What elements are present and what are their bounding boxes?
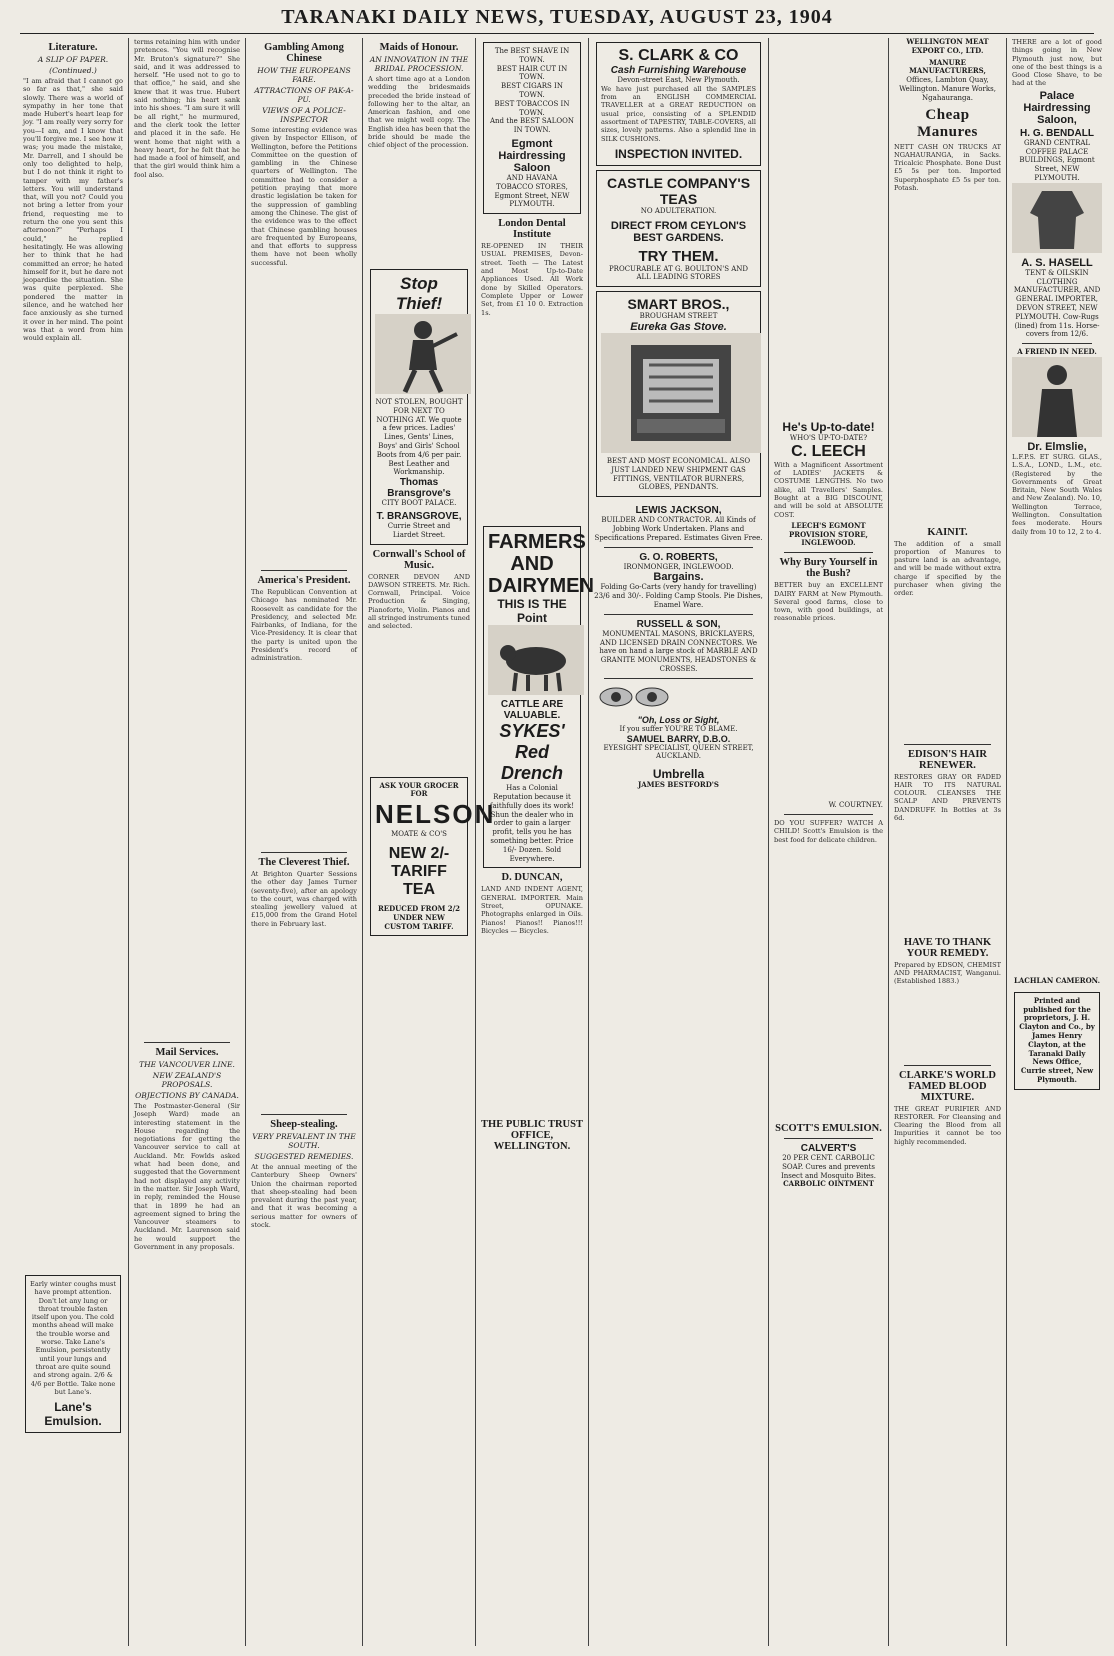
ad-body: Folding Go-Carts (very handy for travelling) 23/6 and 30/-. Folding Camp Stools. Pie Dishes, Enamel Ware. — [594, 583, 763, 610]
article-body: The addition of a small proportion of Manures to pasture land is an advantage, and will be made without extra charge if specified by the purchaser when giving the order. — [894, 539, 1001, 598]
ad-heading: ASK YOUR GROCER FOR — [379, 780, 459, 799]
masthead: TARANAKI DAILY NEWS, TUESDAY, AUGUST 23, 1904 — [281, 6, 833, 28]
column-literature — [20, 38, 126, 1646]
section-heading: The Cleverest Thief. — [258, 857, 350, 868]
ad-signature: H. G. BENDALL — [1020, 127, 1094, 139]
divider — [604, 547, 753, 548]
masthead-rule — [20, 33, 1094, 34]
article-body: At Brighton Quarter Sessions the other day James Turner (seventy-five), after an apology to the court, was charged with stealing jewellery valued at £15,000 from the Grand Hotel there in February last. — [251, 870, 357, 928]
article-body: THE GREAT PURIFIER AND RESTORER. For Cleansing and Clearing the Blood from all Impurities it cannot be too highly recommended. — [894, 1104, 1001, 1146]
section-heading: Cheap Manures — [917, 106, 978, 140]
article-subtitle: A SLIP OF PAPER. — [37, 55, 109, 64]
section-heading: London Dental Institute — [498, 218, 566, 241]
twin-ad-row — [594, 501, 763, 790]
column-5 — [478, 38, 594, 1646]
ad-title: He's Up-to-date! — [782, 420, 875, 434]
ad-name: C. LEECH — [791, 442, 866, 460]
clark-furnishing-ad — [596, 42, 761, 166]
ad-footer: INSPECTION INVITED. — [614, 146, 743, 161]
ad-title: Palace Hairdressing Saloon, — [1023, 89, 1091, 126]
ad-body: Early winter coughs must have prompt attention. Don't let any lung or throat trouble fasten itself upon you. The cold months ahead will make the trouble worse and worse. Take Lane's Emulsion, persistently until your lungs and throat are quite sound and strong again. 2/6 & 4/6 per Bottle. Take none but Lane's. — [30, 1280, 117, 1396]
article-body: RE-OPENED IN THEIR USUAL PREMISES, Devon-street. Teeth — The Latest and Most Up-to-Date Appliances Used. All Work done by Skilled Operators. Complete Upper or Lower Set, from £1 10 0. Extraction 1s. — [481, 242, 583, 317]
ad-name: Dr. Elmslie, — [1027, 440, 1087, 453]
section-heading: KAINIT. — [927, 526, 968, 538]
ad-subtitle: IRONMONGER, INGLEWOOD. — [623, 562, 734, 571]
coat-illustration — [1012, 183, 1102, 253]
ad-title: Umbrella — [652, 767, 705, 782]
column-8 — [891, 38, 1004, 1646]
article-body: A short time ago at a London wedding the bridesmaids preceded the bride instead of following her to the altar, an American fashion, and one that we might well copy. The English idea has been that the bride should be made the chief object of the procession. — [368, 75, 470, 150]
article-body: NETT CASH ON TRUCKS AT NGAHAURANGA, in Sacks. Tricalcic Phosphate. Bone Dust £5 5s per ton. Imported Superphosphate £5 5s per ton. Potash. — [894, 142, 1001, 193]
column-3 — [248, 38, 360, 1646]
article-body: The Republican Convention at Chicago has nominated Mr. Roosevelt as candidate for the Presidency, and selected Mr. Fairbanks, of Indiana, for the Vice-Presidency. It is clear that the party is united upon the President's record of administration. — [251, 588, 357, 663]
article-body: RESTORES GRAY OR FADED HAIR TO ITS NATURAL COLOUR. CLEANSES THE SCALP AND PREVENTS DANDRUFF. In Bottles at 3s 6d. — [894, 772, 1001, 823]
article-body: The Postmaster-General (Sir Joseph Ward) made an interesting statement in the House regarding the negotiations for getting the Vancouver service to call at Auckland. Mr. Fowlds asked what had been done, and suggested that the Government had not displayed any activity in the matter. Sir Joseph Ward, in reply, reminded the House that in 1899 he had an agreement signed to bring the Vancouver steamers to Auckland. Mr. Laurenson said he would support the Government in any proposals. — [134, 1102, 241, 1252]
ad-body: Has a Colonial Reputation because it faithfully does its work! Shun the dealer who in order to gain a larger profit, tells you he has something better. Price 16/- Dozen. Sold Everywhere. — [489, 784, 575, 863]
gas-stove-illustration — [601, 333, 761, 453]
ad-subtitle: MANURE MANUFACTURERS, — [909, 57, 986, 76]
section-heading: America's President. — [257, 575, 351, 586]
thief-illustration — [375, 314, 471, 394]
ad-signature: T. BRANSGROVE, — [376, 510, 462, 522]
ad-body: MONUMENTAL MASONS, BRICKLAYERS, AND LICENSED DRAIN CONNECTORS. We have on hand a large stock of MARBLE AND GRANITE MONUMENTS, HEADSTONES & CROSSES. — [599, 629, 758, 674]
ad-body: BUILDER AND CONTRACTOR. All Kinds of Jobbing Work Undertaken. Plans and Specifications Prepared. Estimates Given Free. — [594, 516, 763, 542]
section-heading: CLARKE'S WORLD FAMED BLOOD MIXTURE. — [899, 1069, 996, 1103]
divider — [1022, 343, 1092, 344]
column-4 — [365, 38, 496, 1646]
ad-address: GRAND CENTRAL COFFEE PALACE BUILDINGS, Egmont Street, NEW PLYMOUTH. — [1019, 138, 1095, 182]
section-heading: Maids of Honour. — [379, 42, 459, 53]
ad-subtitle: NO ADULTERATION. — [640, 206, 717, 215]
ad-title: FARMERS AND DAIRYMEN — [488, 531, 594, 598]
ad-footer: LEECH'S EGMONT PROVISION STORE, INGLEWOOD. — [789, 520, 868, 548]
ad-caption: CATTLE ARE VALUABLE. — [500, 699, 564, 722]
ad-body: If you suffer YOU'RE TO BLAME. — [619, 724, 738, 733]
article-body: DO YOU SUFFER? WATCH A CHILD! Scott's Emulsion is the best food for delicate children. — [774, 819, 883, 844]
article-subtitle: SUGGESTED REMEDIES. — [254, 1152, 354, 1161]
ad-title: NELSON — [375, 799, 496, 830]
ad-title: "Oh, Loss or Sight, — [637, 714, 720, 725]
article-subtitle: ATTRACTIONS OF PAK-A-PU. — [254, 86, 354, 104]
ad-title: Lane's Emulsion. — [44, 1400, 102, 1429]
ad-body: THERE are a lot of good things going in New Plymouth just now, but one of the best things is a Good Close Shave, to be had at the — [1012, 38, 1102, 88]
egmont-saloon-ad — [483, 42, 581, 214]
ad-address: AND HAVANA TOBACCO STORES, Egmont Street, NEW PLYMOUTH. — [494, 173, 570, 209]
section-heading: Literature. — [48, 42, 98, 53]
section-heading: EDISON'S HAIR RENEWER. — [907, 748, 988, 771]
ad-line: The BEST SHAVE IN TOWN. — [494, 47, 570, 64]
divider — [261, 1114, 347, 1115]
article-body: BETTER buy an EXCELLENT DAIRY FARM at New Plymouth. Several good farms, close to town, with good buildings, at reasonable prices. — [774, 581, 883, 623]
ad-title: Egmont Hairdressing Saloon — [498, 137, 566, 174]
ad-address: Currie Street and Liardet Street. — [387, 521, 451, 539]
ad-footer: PROCURABLE AT G. BOULTON'S AND ALL LEADING STORES — [608, 264, 749, 282]
ad-subtitle: MOATE & CO'S — [391, 830, 447, 839]
ad-line: BEST CIGARS IN TOWN. — [501, 82, 563, 99]
ad-signature: LACHLAN CAMERON. — [1013, 975, 1101, 985]
article-continued: (Continued.) — [49, 66, 97, 75]
column-divider — [1006, 38, 1007, 1646]
ad-title: Stop Thief! — [395, 274, 443, 313]
column-divider — [362, 38, 363, 1646]
nelson-tea-ad — [370, 777, 496, 937]
divider — [784, 552, 873, 553]
article-subtitle: VERY PREVALENT IN THE SOUTH. — [252, 1132, 356, 1150]
column-divider — [475, 38, 476, 1646]
divider — [261, 570, 347, 571]
ad-title: LEWIS JACKSON, — [635, 505, 722, 517]
lanes-emulsion-ad — [25, 1275, 121, 1433]
divider — [784, 1138, 873, 1139]
article-subtitle: HOW THE EUROPEANS FARE. — [257, 66, 351, 84]
ad-title: S. CLARK & CO — [618, 47, 739, 64]
ad-title: CALVERT'S — [800, 1143, 857, 1155]
ad-line: And the BEST SALOON IN TOWN. — [489, 117, 574, 135]
ad-body: NOT STOLEN, BOUGHT FOR NEXT TO NOTHING AT. We quote a few prices. Ladies' Lines, Gents' Lines, Boys' and Girls' School Boots from 4/6 per pair. Best Leather and Workmanship. — [375, 398, 463, 477]
article-body: At the annual meeting of the Canterbury Sheep Owners' Union the chairman reported that sheep-stealing had been prevalent during the past year, and that it was becoming a serious matter for owners of stock. — [251, 1163, 357, 1230]
column-9 — [1009, 38, 1105, 1646]
divider — [261, 852, 347, 853]
ad-body: 20 PER CENT. CARBOLIC SOAP. Cures and prevents Insect and Mosquito Bites. — [781, 1154, 876, 1180]
article-body: CORNER DEVON AND DAWSON STREETS. Mr. Rich. Cornwall, Principal. Voice Production & Singing, Pianoforte, Violin. Pianos and all stringed instruments tuned and selected. — [368, 572, 470, 631]
ad-heading: A FRIEND IN NEED. — [1017, 347, 1097, 357]
column-7 — [771, 420, 886, 1646]
ad-address: EYESIGHT SPECIALIST, QUEEN STREET, AUCKLAND. — [603, 743, 754, 761]
section-heading: D. DUNCAN, — [501, 872, 563, 884]
divider — [604, 614, 753, 615]
ad-subtitle: Eureka Gas Stove. — [630, 321, 727, 334]
ad-body: We have just purchased all the SAMPLES from an ENGLISH COMMERCIAL TRAVELLER at a GREAT REDUCTION on usual price, consisting of a SPLENDID assortment of TAPESTRY, TABLE-COVERS, all sizes, lovely patterns. Also a splendid line in SILK CUSHIONS. — [601, 84, 756, 143]
ad-line: BEST TOBACCOS IN TOWN. — [494, 99, 570, 117]
ad-heading: Bargains. — [653, 571, 704, 584]
section-heading: SCOTT'S EMULSION. — [775, 1123, 882, 1135]
column-divider — [588, 38, 589, 1646]
ad-line: BEST HAIR CUT IN TOWN. — [496, 64, 568, 82]
section-heading: Sheep-stealing. — [270, 1119, 338, 1130]
article-body: terms retaining him with under pretences. "You will recognise Mr. Bruton's signature?" She said, and it was addressed to herself. "He used not to go to that office," he said, and she knew that it was true. Hubert said nothing; his heart sank into his shoes. "I am sure it will be all right," he murmured, and the clerk took the letter and placed it in the safe. He went home that night with a heavy heart, for he felt that he had made a fool of himself, and that the girl would think him a fool also. — [134, 38, 240, 179]
column-2 — [131, 38, 243, 1646]
column-divider — [128, 38, 129, 1646]
ad-body: TENT & OILSKIN CLOTHING MANUFACTURER, AND GENERAL IMPORTER, DEVON STREET, NEW PLYMOUTH. Cow-Rugs (lined) from 11s. Horse-covers from 12/6. — [1013, 268, 1101, 339]
article-subtitle: NEW ZEALAND'S PROPOSALS. — [152, 1071, 222, 1089]
ad-address: BROUGHAM STREET — [639, 312, 718, 321]
article-subtitle: OBJECTIONS BY CANADA. — [135, 1091, 239, 1100]
ad-title: Thomas Bransgrove's — [387, 477, 451, 500]
column-divider — [888, 38, 889, 1646]
divider — [144, 1042, 230, 1043]
left-ads — [594, 501, 763, 790]
ad-title: RUSSELL & SON, — [636, 618, 721, 630]
article-body: Some interesting evidence was given by Inspector Ellison, of Wellington, before the Petitions Committee on the question of gambling in the Chinese quarters of Wellington. The committee had to consider a petition praying that more drastic legislation be taken for the suppression of gambling among the Chinese. The gist of the evidence was to the effect that Chinese gambling houses are frequented by Europeans, and that efforts to suppress them have not been wholly successful. — [251, 126, 357, 267]
section-heading: THE PUBLIC TRUST OFFICE, WELLINGTON. — [481, 1119, 583, 1153]
article-body: Prepared by EDSON, CHEMIST AND PHARMACIST, Wanganui. (Established 1883.) — [894, 960, 1001, 986]
article-subtitle: VIEWS OF A POLICE-INSPECTOR — [262, 106, 346, 124]
section-heading: Mail Services. — [155, 1047, 219, 1058]
ad-signature: W. COURTNEY. — [828, 801, 883, 810]
ad-brand: SYKES' Red Drench — [499, 721, 565, 784]
ad-title: SMART BROS., — [627, 296, 730, 313]
ad-tariff: NEW 2/- TARIFF TEA — [388, 844, 450, 898]
article-body: "I am afraid that I cannot go so far as that," she said slowly. There was a world of sympathy in her tone that made Hubert's heart leap for joy. "I am really very sorry for you—I am, and I know that you'll forgive me. I see how it was; you made the mistake, Mr. Darrell, and I should be only too delighted to help, but I do not think it right to tamper with my father's letters. You will understand that, will you not? Could you not bring a letter from your friend, requesting me to return the one you sent this afternoon?" "Perhaps I could," he replied hesitatingly. He was allowing her to think that he had committed an error; he hated himself for it, but he dare not jeopardise the situation. She was quite perplexed. She pondered the matter in silence, and he watched her face anxiously as she turned it over in her mind. The point was that a word from him would explain all. — [23, 77, 123, 343]
imprint: Printed and published for the proprietors, J. H. Clayton and Co., by James Henry Clayton, at the Taranaki Daily News Office, Currie street, New Plymouth. — [1019, 995, 1095, 1084]
ad-title: A. S. HASELL — [1021, 256, 1093, 269]
ad-try: TRY THEM. — [638, 247, 719, 265]
section-heading: HAVE TO THANK YOUR REMEDY. — [903, 936, 992, 959]
column-divider — [768, 38, 769, 1646]
ad-footer: REDUCED FROM 2/2 UNDER NEW CUSTOM TARIFF. — [377, 903, 461, 931]
ad-subtitle: CARBOLIC OINTMENT — [783, 1179, 874, 1189]
figure-illustration — [1012, 357, 1102, 437]
ad-title: WELLINGTON MEAT EXPORT CO., LTD. — [906, 37, 989, 55]
ad-address: Offices, Lambton Quay, Wellington. Manure Works, Ngahauranga. — [899, 76, 996, 102]
article-subtitle: AN INNOVATION IN THE BRIDAL PROCESSION. — [369, 55, 469, 73]
ad-body: With a Magnificent Assortment of LADIES' JACKETS & COSTUME LENGTHS. No two alike, all Travellers' Samples. Bought at a BIG DISCOUNT, and will be sold at ABSOLUTE COST. — [774, 460, 883, 519]
column-divider — [245, 38, 246, 1646]
smart-bros-ad — [596, 291, 761, 497]
article-body: L.F.P.S. ET SURG. GLAS., L.S.A., LOND., L.M., etc. (Registered by the Governments of Great Britain, New South Wales and New Zealand). No. 10, Wellington Terrace, Wellington. Consultation fees moderate. Hours daily from 10 to 12, 2 to 4. — [1012, 452, 1102, 536]
article-subtitle: THE VANCOUVER LINE. — [139, 1060, 235, 1069]
ad-subtitle: CITY BOOT PALACE. — [381, 499, 457, 508]
ad-title: CASTLE COMPANY'S TEAS — [606, 174, 751, 207]
divider — [784, 814, 873, 815]
section-heading: Cornwall's School of Music. — [372, 548, 466, 571]
cattle-illustration — [488, 625, 584, 695]
eyes-illustration — [594, 683, 674, 711]
ad-title: G. O. ROBERTS, — [639, 551, 718, 563]
castle-tea-ad — [596, 170, 761, 287]
ad-signature: JAMES BESTFORD'S — [638, 780, 719, 790]
ad-footer: BEST AND MOST ECONOMICAL. ALSO JUST LANDED NEW SHIPMENT GAS FITTINGS, VENTILATOR BURNERS, GLOBES, PENDANTS. — [606, 457, 751, 492]
column-6 — [591, 38, 766, 1646]
bransgrove-ad — [370, 269, 468, 545]
ad-subtitle: THIS IS THE Point — [497, 597, 567, 626]
article-body: LAND AND INDENT AGENT, GENERAL IMPORTER. Main Street, OPUNAKE. Photographs enlarged in Oils. Pianos! Pianos!! Pianos!!! Bicycles — Bicycles. — [481, 885, 583, 935]
section-heading: Why Bury Yourself in the Bush? — [779, 557, 878, 580]
section-heading: Gambling Among Chinese — [264, 42, 344, 64]
ad-subtitle: WHO'S UP-TO-DATE? — [789, 434, 868, 442]
ad-address: Devon-street East, New Plymouth. — [617, 76, 740, 84]
divider — [604, 678, 753, 679]
divider — [904, 1065, 991, 1066]
imprint-box — [1014, 992, 1100, 1090]
ad-subtitle: Cash Furnishing Warehouse — [610, 65, 747, 76]
ad-signature: SAMUEL BARRY, D.B.O. — [626, 733, 731, 744]
sykes-drench-ad — [483, 526, 594, 868]
divider — [904, 744, 991, 745]
ad-line: DIRECT FROM CEYLON'S BEST GARDENS. — [610, 219, 747, 244]
